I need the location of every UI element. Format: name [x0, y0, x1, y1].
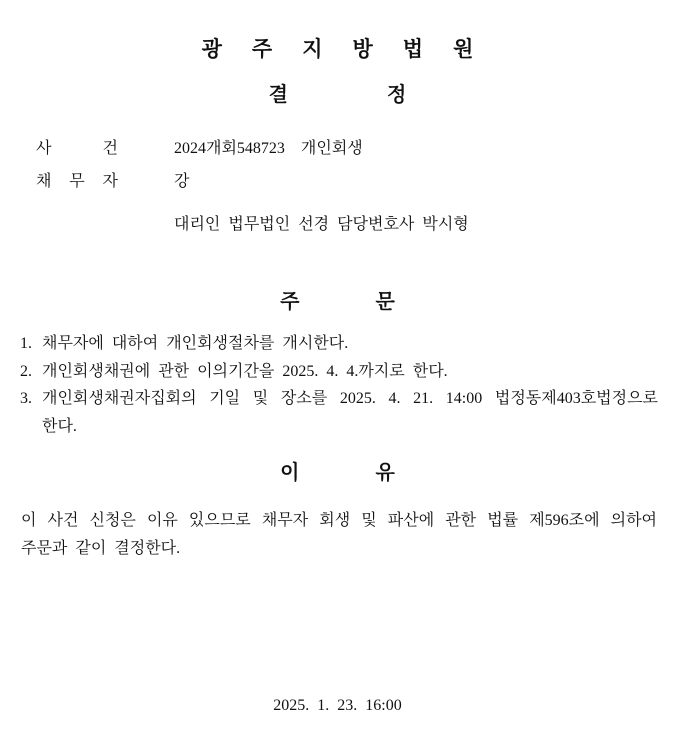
court-name-title: [0, 38, 675, 61]
reason-section-heading: [0, 462, 675, 484]
case-number-label: 사 건: [36, 140, 118, 157]
court-name-text: 광주지방법원: [201, 38, 504, 61]
reason-paragraph: [21, 507, 657, 562]
order-item-2-number: 2.: [20, 362, 32, 380]
order-item-3-line-1: 개인회생채권자집회의 기일 및 장소를 2025. 4. 21. 14:00 법정동제403호법정으로: [42, 390, 658, 407]
case-number-row: [36, 139, 656, 158]
order-item-2-text: [42, 358, 658, 386]
order-item-3-number: 3.: [20, 390, 32, 407]
order-item-3: [20, 385, 658, 440]
order-item-1: [20, 330, 658, 358]
order-item-3-line-2: 한다.: [42, 417, 77, 435]
debtor-row: [36, 172, 656, 191]
attorney-value: 대리인 법무법인 선경 담당변호사 박시형: [174, 216, 469, 233]
document-type-text: 결정: [268, 84, 506, 106]
reason-line-2: 주문과 같이 결정한다.: [21, 539, 181, 557]
reason-line-1: 이 사건 신청은 이유 있으므로 채무자 회생 및 파산에 관한 법률 제596조에 의하여: [21, 512, 657, 529]
order-item-1-text: [42, 330, 658, 358]
order-item-2: [20, 358, 658, 386]
order-item-1-number: 1.: [20, 335, 32, 352]
order-item-1-line-1: 채무자에 대하여 개인회생절차를 개시한다.: [42, 335, 349, 352]
decision-datetime: 2025. 1. 23. 16:00: [273, 697, 402, 714]
debtor-name: 강: [174, 173, 190, 190]
order-section-heading: [0, 291, 675, 313]
case-number-value: 2024개회548723 개인회생: [174, 140, 363, 157]
order-items-list: [20, 330, 658, 440]
order-item-3-text: [42, 385, 658, 440]
debtor-label: 채 무 자: [36, 173, 118, 190]
reason-heading-text: 이유: [280, 462, 471, 484]
attorney-row: [36, 215, 656, 234]
order-heading-text: 주문: [280, 291, 471, 313]
order-item-2-line-1: 개인회생채권에 관한 이의기간을 2025. 4. 4.까지로 한다.: [42, 362, 448, 380]
document-type-heading: [0, 84, 675, 106]
